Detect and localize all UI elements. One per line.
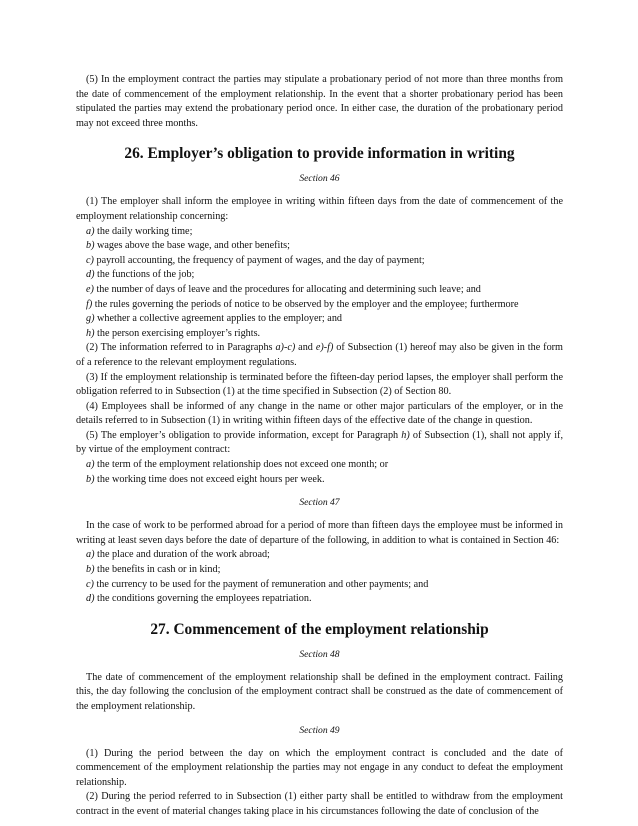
s46-paragraph-1: (1) The employer shall inform the employee in writing within fifteen days from the date of commencement of the employment relationship concerning:: [76, 196, 563, 222]
list-item: d) the functions of the job;: [86, 269, 195, 281]
section-48-title: Section 48: [299, 648, 340, 660]
list-item: b) the working time does not exceed eight hours per week.: [86, 473, 325, 485]
document-page: [76, 73, 563, 820]
list-item: g) whether a collective agreement applies to the employer; and: [86, 313, 343, 325]
section-46-title: Section 46: [299, 173, 340, 185]
s46-paragraph-3: (3) If the employment relationship is terminated before the fifteen-day period lapses, the employer shall perform the obligation referred to in Subsection (1) at the time specified in Subsection (2) of Section 80.: [76, 371, 563, 398]
list-item: d) the conditions governing the employees repatriation.: [86, 593, 312, 605]
s47-list: [76, 548, 563, 606]
list-item: c) payroll accounting, the frequency of payment of wages, and the day of payment;: [86, 254, 425, 266]
heading-27: 27. Commencement of the employment relationship: [150, 620, 489, 638]
s49-paragraph-2: (2) During the period referred to in Subsection (1) either party shall be entitled to withdraw from the employment contract in the event of material changes taking place in his circumstances following the date of conclusion of the: [76, 791, 563, 817]
s46-list-2: [76, 458, 563, 487]
list-item: c) the currency to be used for the payment of remuneration and other payments; and: [86, 578, 429, 590]
s46-paragraph-2: (2) The information referred to in Paragraphs a)-c) and e)-f) of Subsection (1) hereof may also be given in the form of a reference to the relevant employment regulations.: [76, 342, 563, 368]
list-item: b) the benefits in cash or in kind;: [86, 564, 221, 576]
list-item: a) the daily working time;: [86, 225, 193, 237]
list-item: b) wages above the base wage, and other benefits;: [86, 240, 290, 252]
s46-list: [76, 225, 563, 342]
section-49-title: Section 49: [299, 724, 340, 736]
list-item: e) the number of days of leave and the procedures for allocating and determining such leave; and: [86, 283, 481, 295]
list-item: h) the person exercising employer’s rights.: [86, 327, 261, 339]
list-item: a) the place and duration of the work abroad;: [86, 549, 270, 561]
list-item: a) the term of the employment relationship does not exceed one month; or: [86, 459, 389, 471]
probation-paragraph: (5) In the employment contract the parties may stipulate a probationary period of not more than three months from the date of commencement of the employment relationship. In the event that a shorter probationary period has been stipulated the parties may extend the probationary period once. In either case, the duration of the probationary period may not exceed three months.: [76, 74, 563, 129]
s48-paragraph-1: The date of commencement of the employment relationship shall be defined in the employment contract. Failing this, the day following the conclusion of the employment contract shall be construed as the date of commencement of the employment relationship.: [76, 671, 563, 712]
s47-paragraph-1: In the case of work to be performed abroad for a period of more than fifteen days the employee must be informed in writing at least seven days before the date of departure of the following, in addition to what is contained in Section 46:: [76, 520, 563, 546]
s46-paragraph-4: (4) Employees shall be informed of any change in the name or other major particulars of the employer, or in the details referred to in Subsection (1) in writing within fifteen days of the effective date of the change in question.: [76, 400, 563, 427]
s49-paragraph-1: (1) During the period between the day on which the employment contract is concluded and the date of commencement of the employment relationship the parties may not engage in any conduct to defeat the employment relationship.: [76, 747, 563, 788]
s46-paragraph-5: (5) The employer’s obligation to provide information, except for Paragraph h) of Subsection (1), shall not apply if, by virtue of the employment contract:: [76, 429, 563, 456]
section-47-title: Section 47: [299, 497, 340, 509]
list-item: f) the rules governing the periods of notice to be observed by the employer and the employee; furthermore: [86, 298, 519, 310]
heading-26: 26. Employer’s obligation to provide information in writing: [124, 145, 515, 163]
